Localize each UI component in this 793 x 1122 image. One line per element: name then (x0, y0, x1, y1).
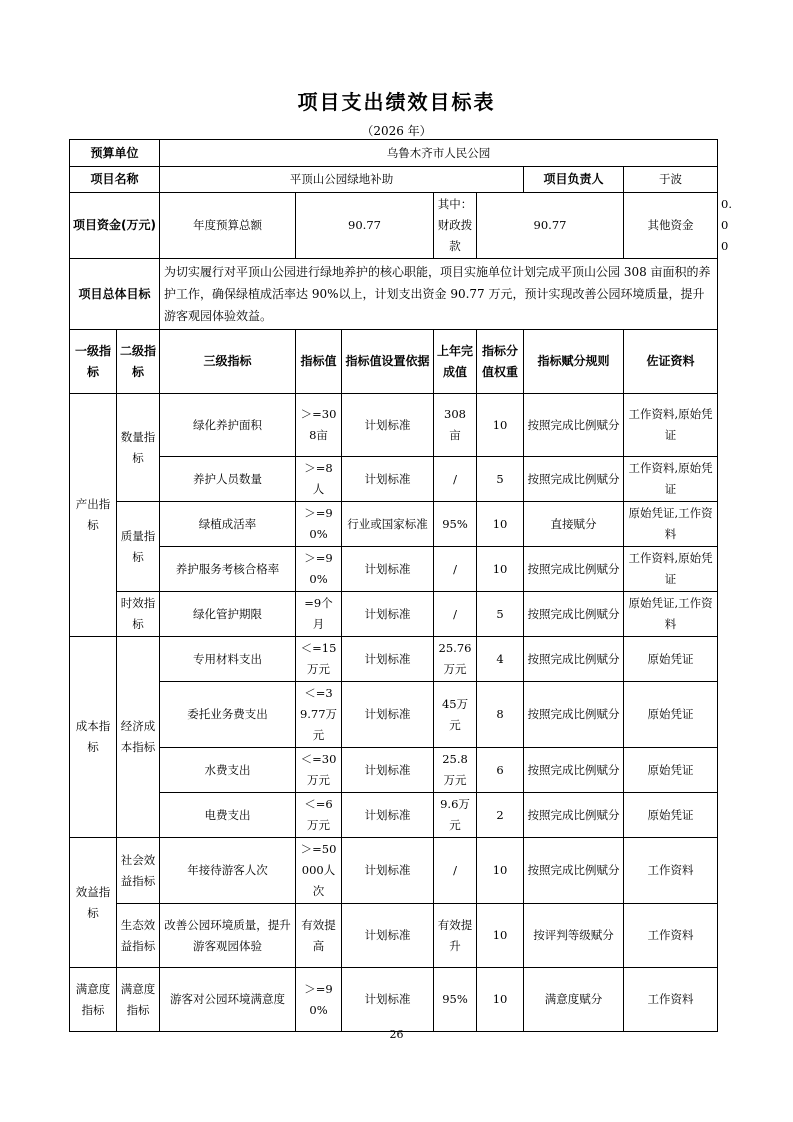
indicator-name: 电费支出 (160, 793, 296, 838)
indicator-rule: 按照完成比例赋分 (524, 592, 624, 637)
table-row (70, 592, 718, 637)
column-header: 一级指标 (70, 330, 117, 394)
indicator-prev: / (434, 547, 477, 592)
level2-quality: 质量指标 (117, 502, 160, 592)
indicator-evidence: 原始凭证 (624, 637, 718, 682)
indicator-basis: 计划标准 (342, 838, 434, 904)
indicator-evidence: 原始凭证 (624, 682, 718, 748)
project-owner-label: 项目负责人 (524, 167, 624, 193)
indicator-basis: 计划标准 (342, 547, 434, 592)
column-header: 上年完成值 (434, 330, 477, 394)
table-row (70, 968, 718, 1032)
indicator-weight: 6 (477, 748, 524, 793)
overall-goal-label: 项目总体目标 (70, 259, 160, 330)
indicator-name: 改善公园环境质量，提升游客观园体验 (160, 904, 296, 968)
indicator-weight: 5 (477, 592, 524, 637)
budget-unit-label: 预算单位 (70, 140, 160, 167)
table-row (70, 748, 718, 793)
indicator-basis: 计划标准 (342, 793, 434, 838)
indicator-weight: 8 (477, 682, 524, 748)
table-row (70, 394, 718, 457)
level2-economic: 经济成本指标 (117, 637, 160, 838)
indicator-prev: 25.76万元 (434, 637, 477, 682)
indicator-value: ＜=15万元 (296, 637, 342, 682)
indicator-evidence: 原始凭证 (624, 793, 718, 838)
indicator-name: 游客对公园环境满意度 (160, 968, 296, 1032)
indicator-basis: 计划标准 (342, 904, 434, 968)
project-funds-label: 项目资金(万元) (70, 193, 160, 259)
indicator-prev: 95% (434, 968, 477, 1032)
indicator-weight: 10 (477, 394, 524, 457)
indicator-prev: 有效提升 (434, 904, 477, 968)
year-label: （2026 年） (361, 124, 432, 138)
indicator-name: 绿化管护期限 (160, 592, 296, 637)
indicator-basis: 计划标准 (342, 682, 434, 748)
level2-satisfaction: 满意度指标 (117, 968, 160, 1032)
annual-budget-value: 90.77 (296, 193, 434, 259)
indicator-evidence: 工作资料,原始凭证 (624, 394, 718, 457)
indicator-value: 有效提高 (296, 904, 342, 968)
table-row (70, 838, 718, 904)
column-header: 佐证资料 (624, 330, 718, 394)
indicator-name: 专用材料支出 (160, 637, 296, 682)
indicator-basis: 行业或国家标准 (342, 502, 434, 547)
indicator-value: ＜=39.77万元 (296, 682, 342, 748)
level1-output: 产出指标 (70, 394, 117, 637)
indicator-prev: 308 亩 (434, 394, 477, 457)
page-title: 项目支出绩效目标表 (297, 90, 496, 114)
indicator-value: ＞=90% (296, 502, 342, 547)
level2-time: 时效指标 (117, 592, 160, 637)
table-row (70, 793, 718, 838)
indicator-value: =9个月 (296, 592, 342, 637)
indicator-rule: 按评判等级赋分 (524, 904, 624, 968)
table-row (70, 904, 718, 968)
project-name-value: 平顶山公园绿地补助 (160, 167, 524, 193)
indicator-name: 委托业务费支出 (160, 682, 296, 748)
indicator-evidence: 原始凭证,工作资料 (624, 502, 718, 547)
indicator-weight: 10 (477, 968, 524, 1032)
table-row (70, 547, 718, 592)
indicator-weight: 10 (477, 838, 524, 904)
column-header: 三级指标 (160, 330, 296, 394)
fiscal-allocation-label: 其中：财政拨款 (434, 193, 477, 259)
level2-social: 社会效益指标 (117, 838, 160, 904)
indicator-weight: 10 (477, 502, 524, 547)
level1-satisfaction: 满意度指标 (70, 968, 117, 1032)
indicator-basis: 计划标准 (342, 457, 434, 502)
level1-cost: 成本指标 (70, 637, 117, 838)
performance-table: 预算单位 乌鲁木齐市人民公园 项目名称 平顶山公园绿地补助 项目负责人 于波 项目资金(万元) 年度预算总额 90.77 其中：财政拨款 90.77 其他资金 0.00 项目总体目标 为切实履行对平顶山公园进行绿地养护的核心职能，项目实施单位计划完成平顶山公园 308 亩面积的养护工作，确保绿植成活率达 90%以上，计划支出资金 90.77 万元，预计实现改善公园环境质量，提升游客观园体验效益。 一级指标 二级指标 三级指标 指标值 指标值设置依据 上年完成值 指标分值权重 指标赋分规则 佐证资料 产出指标 数量指标 绿化养护面积 ＞=308亩 计划标准 308 亩 10 按照完成比例赋分 工作资料,原始凭证 养护人员数量 ＞=8人 计划标准 / 5 按照完成比例赋分 工作资料,原始凭证 质量指标 绿植成活率 ＞=90% 行业或国家标准 95% 10 直接赋分 原始凭证,工作资料 养护服务考核合格率 ＞=90% 计划标准 / 10 按照完成比例赋分 工作资料,原始凭证 时效指标 绿化管护期限 =9个月 计划标准 / 5 按照完成比例赋分 原始凭证,工作资料 成本指标 经济成本指标 专用材料支出 ＜=15万元 计划标准 25.76万元 4 按照完成比例赋分 原始凭证 委托业务费支出 ＜=39.77万元 计划标准 45万元 8 按照完成比例赋分 原始凭证 水费支出 ＜=30万元 计划标准 25.8万元 6 按照完成比例赋分 原始凭证 电费支出 ＜=6万元 计划标准 9.6万元 2 按照完成比例赋分 原始凭证 效益指标 社会效益指标 年接待游客人次 ＞=50000人次 计划标准 / 10 按照完成比例赋分 工作资料 生态效益指标 改善公园环境质量，提升游客观园体验 有效提高 计划标准 有效提升 10 按评判等级赋分 工作资料 满意度指标 满意度指标 游客对公园环境满意度 ＞=90% 计划标准 95% 10 满意度赋分 工作资料 (69, 139, 718, 1032)
indicator-value: ＞=308亩 (296, 394, 342, 457)
indicator-rule: 按照完成比例赋分 (524, 547, 624, 592)
column-header: 指标赋分规则 (524, 330, 624, 394)
annual-budget-label: 年度预算总额 (160, 193, 296, 259)
indicator-weight: 10 (477, 904, 524, 968)
indicator-basis: 计划标准 (342, 637, 434, 682)
indicator-weight: 4 (477, 637, 524, 682)
indicator-prev: 95% (434, 502, 477, 547)
level2-quantity: 数量指标 (117, 394, 160, 502)
indicator-rule: 按照完成比例赋分 (524, 637, 624, 682)
indicator-prev: / (434, 592, 477, 637)
table-row (70, 457, 718, 502)
indicator-weight: 2 (477, 793, 524, 838)
indicator-prev: / (434, 838, 477, 904)
page-number: 26 (389, 1028, 404, 1041)
indicator-evidence: 原始凭证 (624, 748, 718, 793)
indicator-prev: / (434, 457, 477, 502)
indicator-evidence: 工作资料 (624, 968, 718, 1032)
indicator-name: 年接待游客人次 (160, 838, 296, 904)
indicator-name: 养护人员数量 (160, 457, 296, 502)
indicator-rule: 按照完成比例赋分 (524, 457, 624, 502)
indicator-rule: 按照完成比例赋分 (524, 838, 624, 904)
table-row (70, 637, 718, 682)
indicator-basis: 计划标准 (342, 394, 434, 457)
column-header: 指标值设置依据 (342, 330, 434, 394)
indicator-value: ＞=90% (296, 547, 342, 592)
indicator-weight: 10 (477, 547, 524, 592)
indicator-rule: 按照完成比例赋分 (524, 394, 624, 457)
indicator-name: 绿化养护面积 (160, 394, 296, 457)
indicator-evidence: 原始凭证,工作资料 (624, 592, 718, 637)
indicator-name: 养护服务考核合格率 (160, 547, 296, 592)
fiscal-allocation-value: 90.77 (477, 193, 624, 259)
column-header: 二级指标 (117, 330, 160, 394)
other-funds-label: 其他资金 (624, 193, 718, 259)
indicator-value: ＞=90% (296, 968, 342, 1032)
indicator-rule: 按照完成比例赋分 (524, 793, 624, 838)
level1-benefit: 效益指标 (70, 838, 117, 968)
indicator-rule: 按照完成比例赋分 (524, 682, 624, 748)
level2-ecological: 生态效益指标 (117, 904, 160, 968)
indicator-rule: 直接赋分 (524, 502, 624, 547)
indicator-value: ＜=30万元 (296, 748, 342, 793)
indicator-rule: 按照完成比例赋分 (524, 748, 624, 793)
indicator-value: ＞=8人 (296, 457, 342, 502)
indicator-basis: 计划标准 (342, 592, 434, 637)
indicator-evidence: 工作资料,原始凭证 (624, 547, 718, 592)
indicator-evidence: 工作资料,原始凭证 (624, 457, 718, 502)
budget-unit-value: 乌鲁木齐市人民公园 (160, 140, 718, 167)
table-row (70, 502, 718, 547)
project-owner-value: 于波 (624, 167, 718, 193)
indicator-basis: 计划标准 (342, 968, 434, 1032)
indicator-value: ＞=50000人次 (296, 838, 342, 904)
indicator-evidence: 工作资料 (624, 838, 718, 904)
table-row (70, 682, 718, 748)
indicator-rule: 满意度赋分 (524, 968, 624, 1032)
indicator-name: 绿植成活率 (160, 502, 296, 547)
indicator-prev: 9.6万元 (434, 793, 477, 838)
indicator-basis: 计划标准 (342, 748, 434, 793)
project-name-label: 项目名称 (70, 167, 160, 193)
indicator-value: ＜=6万元 (296, 793, 342, 838)
indicator-name: 水费支出 (160, 748, 296, 793)
indicator-weight: 5 (477, 457, 524, 502)
indicator-prev: 25.8万元 (434, 748, 477, 793)
overall-goal-text: 为切实履行对平顶山公园进行绿地养护的核心职能，项目实施单位计划完成平顶山公园 308 亩面积的养护工作，确保绿植成活率达 90%以上，计划支出资金 90.77 万元，预计实现改善公园环境质量，提升游客观园体验效益。 (160, 259, 718, 330)
column-header: 指标值 (296, 330, 342, 394)
indicator-evidence: 工作资料 (624, 904, 718, 968)
column-header: 指标分值权重 (477, 330, 524, 394)
indicator-prev: 45万元 (434, 682, 477, 748)
